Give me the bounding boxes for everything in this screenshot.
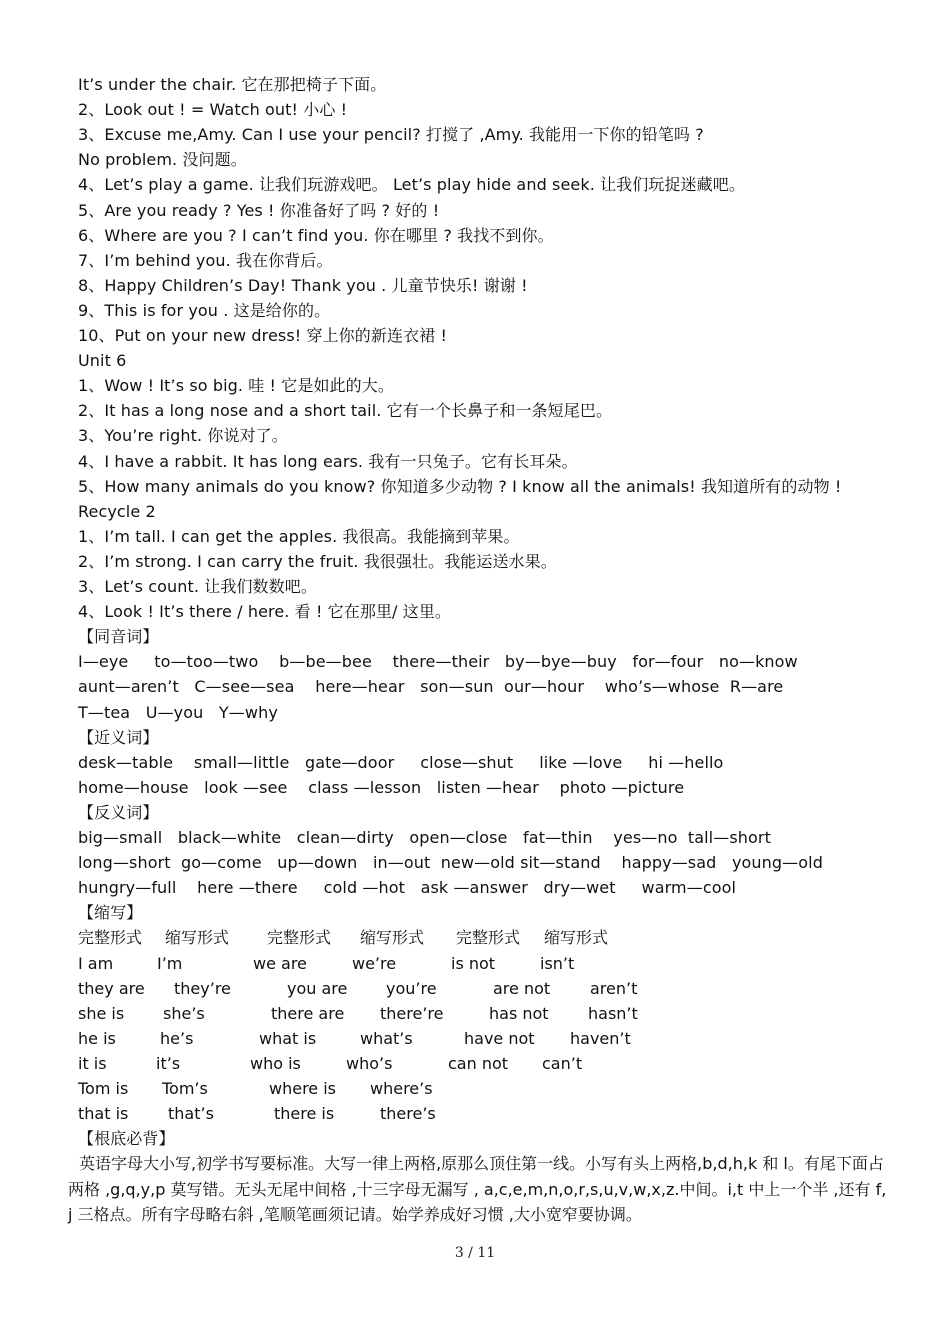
table-header-cell: 完整形式	[456, 928, 521, 948]
table-header-cell: 完整形式	[78, 928, 143, 948]
text-line: 9、This is for you . 这是给你的。	[78, 300, 331, 320]
table-cell: you’re	[386, 978, 437, 998]
text-line: big—small black—white clean—dirty open—close fat—thin yes—no tall—short	[78, 828, 771, 847]
text-line: aunt—aren’t C—see—sea here—hear son—sun our—hour who’s—whose R—are	[78, 677, 784, 697]
table-cell: where’s	[370, 1079, 433, 1098]
text-line: No problem. 没问题。	[78, 150, 247, 170]
table-cell: they are	[78, 978, 145, 998]
table-cell: aren’t	[590, 978, 638, 998]
text-line: 【近义词】	[78, 727, 159, 747]
text-line: desk—table small—little gate—door close—shut like —love hi —hello	[78, 752, 724, 772]
page-number: 3 / 11	[454, 1245, 496, 1261]
text-line: 6、Where are you ? I can’t find you. 你在哪里 ? 我找不到你。	[78, 225, 554, 245]
table-cell: what’s	[360, 1028, 413, 1048]
table-cell: where is	[269, 1079, 337, 1098]
table-cell: I am	[78, 953, 114, 973]
table-header-cell: 缩写形式	[544, 928, 609, 948]
text-line: 2、I’m strong. I can carry the fruit. 我很强壮。我能运送水果。	[78, 551, 557, 571]
text-line: 1、I’m tall. I can get the apples. 我很高。我能摘到苹果。	[78, 526, 520, 546]
text-line: 【缩写】	[78, 903, 143, 923]
table-cell: there’re	[380, 1003, 444, 1023]
table-cell: it is	[78, 1053, 107, 1073]
table-cell: haven’t	[570, 1028, 631, 1048]
table-cell: can not	[448, 1053, 509, 1073]
must-recite-paragraph: 英语字母大小写,初学书写要标准。大写一律上两格,原那么顶住第一线。小写有头上两格,b,d,h,k 和 l。有尾下面占两格 ,g,q,y,p 莫写错。无头无尾中间格 ,十三字母无漏写 , a,c,e,m,n,o,r,s,u,v,w,x,z.中间。i,t 中上一个半 ,还有 f,j 三格点。所有字母略右斜 ,笔顺笔画须记请。始学养成好习惯 ,大小宽窄要协调。	[68, 1154, 887, 1225]
table-cell: they’re	[174, 978, 231, 998]
table-cell: is not	[451, 953, 496, 973]
table-header-cell: 缩写形式	[360, 928, 425, 948]
table-cell: hasn’t	[588, 1003, 638, 1023]
table-cell: there’s	[380, 1104, 436, 1124]
text-line: 3、Excuse me,Amy. Can I use your pencil? 打搅了 ,Amy. 我能用一下你的铅笔吗 ?	[78, 125, 704, 145]
table-header-cell: 缩写形式	[165, 928, 230, 948]
table-cell: are not	[493, 978, 551, 998]
text-line: 4、Let’s play a game. 让我们玩游戏吧。 Let’s play hide and seek. 让我们玩捉迷藏吧。	[78, 175, 745, 195]
table-cell: can’t	[542, 1053, 583, 1073]
text-line: 7、I’m behind you. 我在你背后。	[78, 250, 333, 270]
table-cell: what is	[259, 1028, 317, 1048]
text-line: 4、I have a rabbit. It has long ears. 我有一只兔子。它有长耳朵。	[78, 451, 578, 471]
text-line: 4、Look ! It’s there / here. 看 ! 它在那里/ 这里。	[78, 602, 452, 622]
text-line: Unit 6	[78, 351, 127, 371]
text-line: 5、Are you ready ? Yes ! 你准备好了吗 ? 好的 !	[78, 200, 440, 220]
table-cell: has not	[489, 1003, 549, 1023]
table-cell: she is	[78, 1003, 125, 1023]
table-cell: Tom is	[78, 1079, 129, 1098]
table-header-cell: 完整形式	[267, 928, 332, 948]
table-cell: who’s	[346, 1053, 393, 1073]
table-cell: he’s	[160, 1028, 194, 1048]
table-cell: you are	[287, 978, 348, 998]
text-line: 【同音词】	[78, 627, 159, 647]
text-line: hungry—full here —there cold —hot ask —answer dry—wet warm—cool	[78, 878, 737, 898]
text-line: 2、It has a long nose and a short tail. 它有一个长鼻子和一条短尾巴。	[78, 401, 613, 421]
table-cell: it’s	[156, 1053, 181, 1073]
text-line: long—short go—come up—down in—out new—old sit—stand happy—sad young—old	[78, 853, 823, 873]
text-line: 8、Happy Children’s Day! Thank you . 儿童节快乐! 谢谢 !	[78, 275, 528, 295]
text-line: T—tea U—you Y—why	[78, 702, 278, 722]
text-line: 5、How many animals do you know? 你知道多少动物 ? I know all the animals! 我知道所有的动物 !	[78, 476, 842, 496]
table-cell: isn’t	[540, 953, 575, 973]
table-cell: he is	[78, 1028, 116, 1048]
text-line: 【反义词】	[78, 802, 159, 822]
text-line: 2、Look out ! = Watch out! 小心 !	[78, 100, 348, 120]
text-line: 10、Put on your new dress! 穿上你的新连衣裙 !	[78, 326, 447, 345]
table-cell: she’s	[163, 1003, 205, 1023]
text-line: 1、Wow ! It’s so big. 哇 ! 它是如此的大。	[78, 376, 394, 396]
text-line: I—eye to—too—two b—be—bee there—their by—bye—buy for—four no—know	[78, 652, 798, 672]
table-cell: there are	[271, 1003, 345, 1023]
table-cell: that’s	[168, 1104, 214, 1124]
table-cell: have not	[464, 1028, 535, 1048]
table-cell: I’m	[157, 953, 183, 973]
table-cell: we’re	[352, 953, 397, 973]
table-cell: Tom’s	[162, 1079, 208, 1098]
text-line: 3、You’re right. 你说对了。	[78, 426, 288, 446]
text-line: Recycle 2	[78, 501, 156, 521]
table-cell: that is	[78, 1104, 129, 1124]
text-line: home—house look —see class —lesson listen —hear photo —picture	[78, 777, 685, 797]
table-cell: there is	[274, 1104, 335, 1124]
text-line: 3、Let’s count. 让我们数数吧。	[78, 577, 317, 596]
table-cell: we are	[253, 953, 307, 973]
must-recite-heading: 【根底必背】	[78, 1129, 175, 1149]
table-cell: who is	[250, 1053, 301, 1073]
text-line: It’s under the chair. 它在那把椅子下面。	[78, 75, 387, 94]
